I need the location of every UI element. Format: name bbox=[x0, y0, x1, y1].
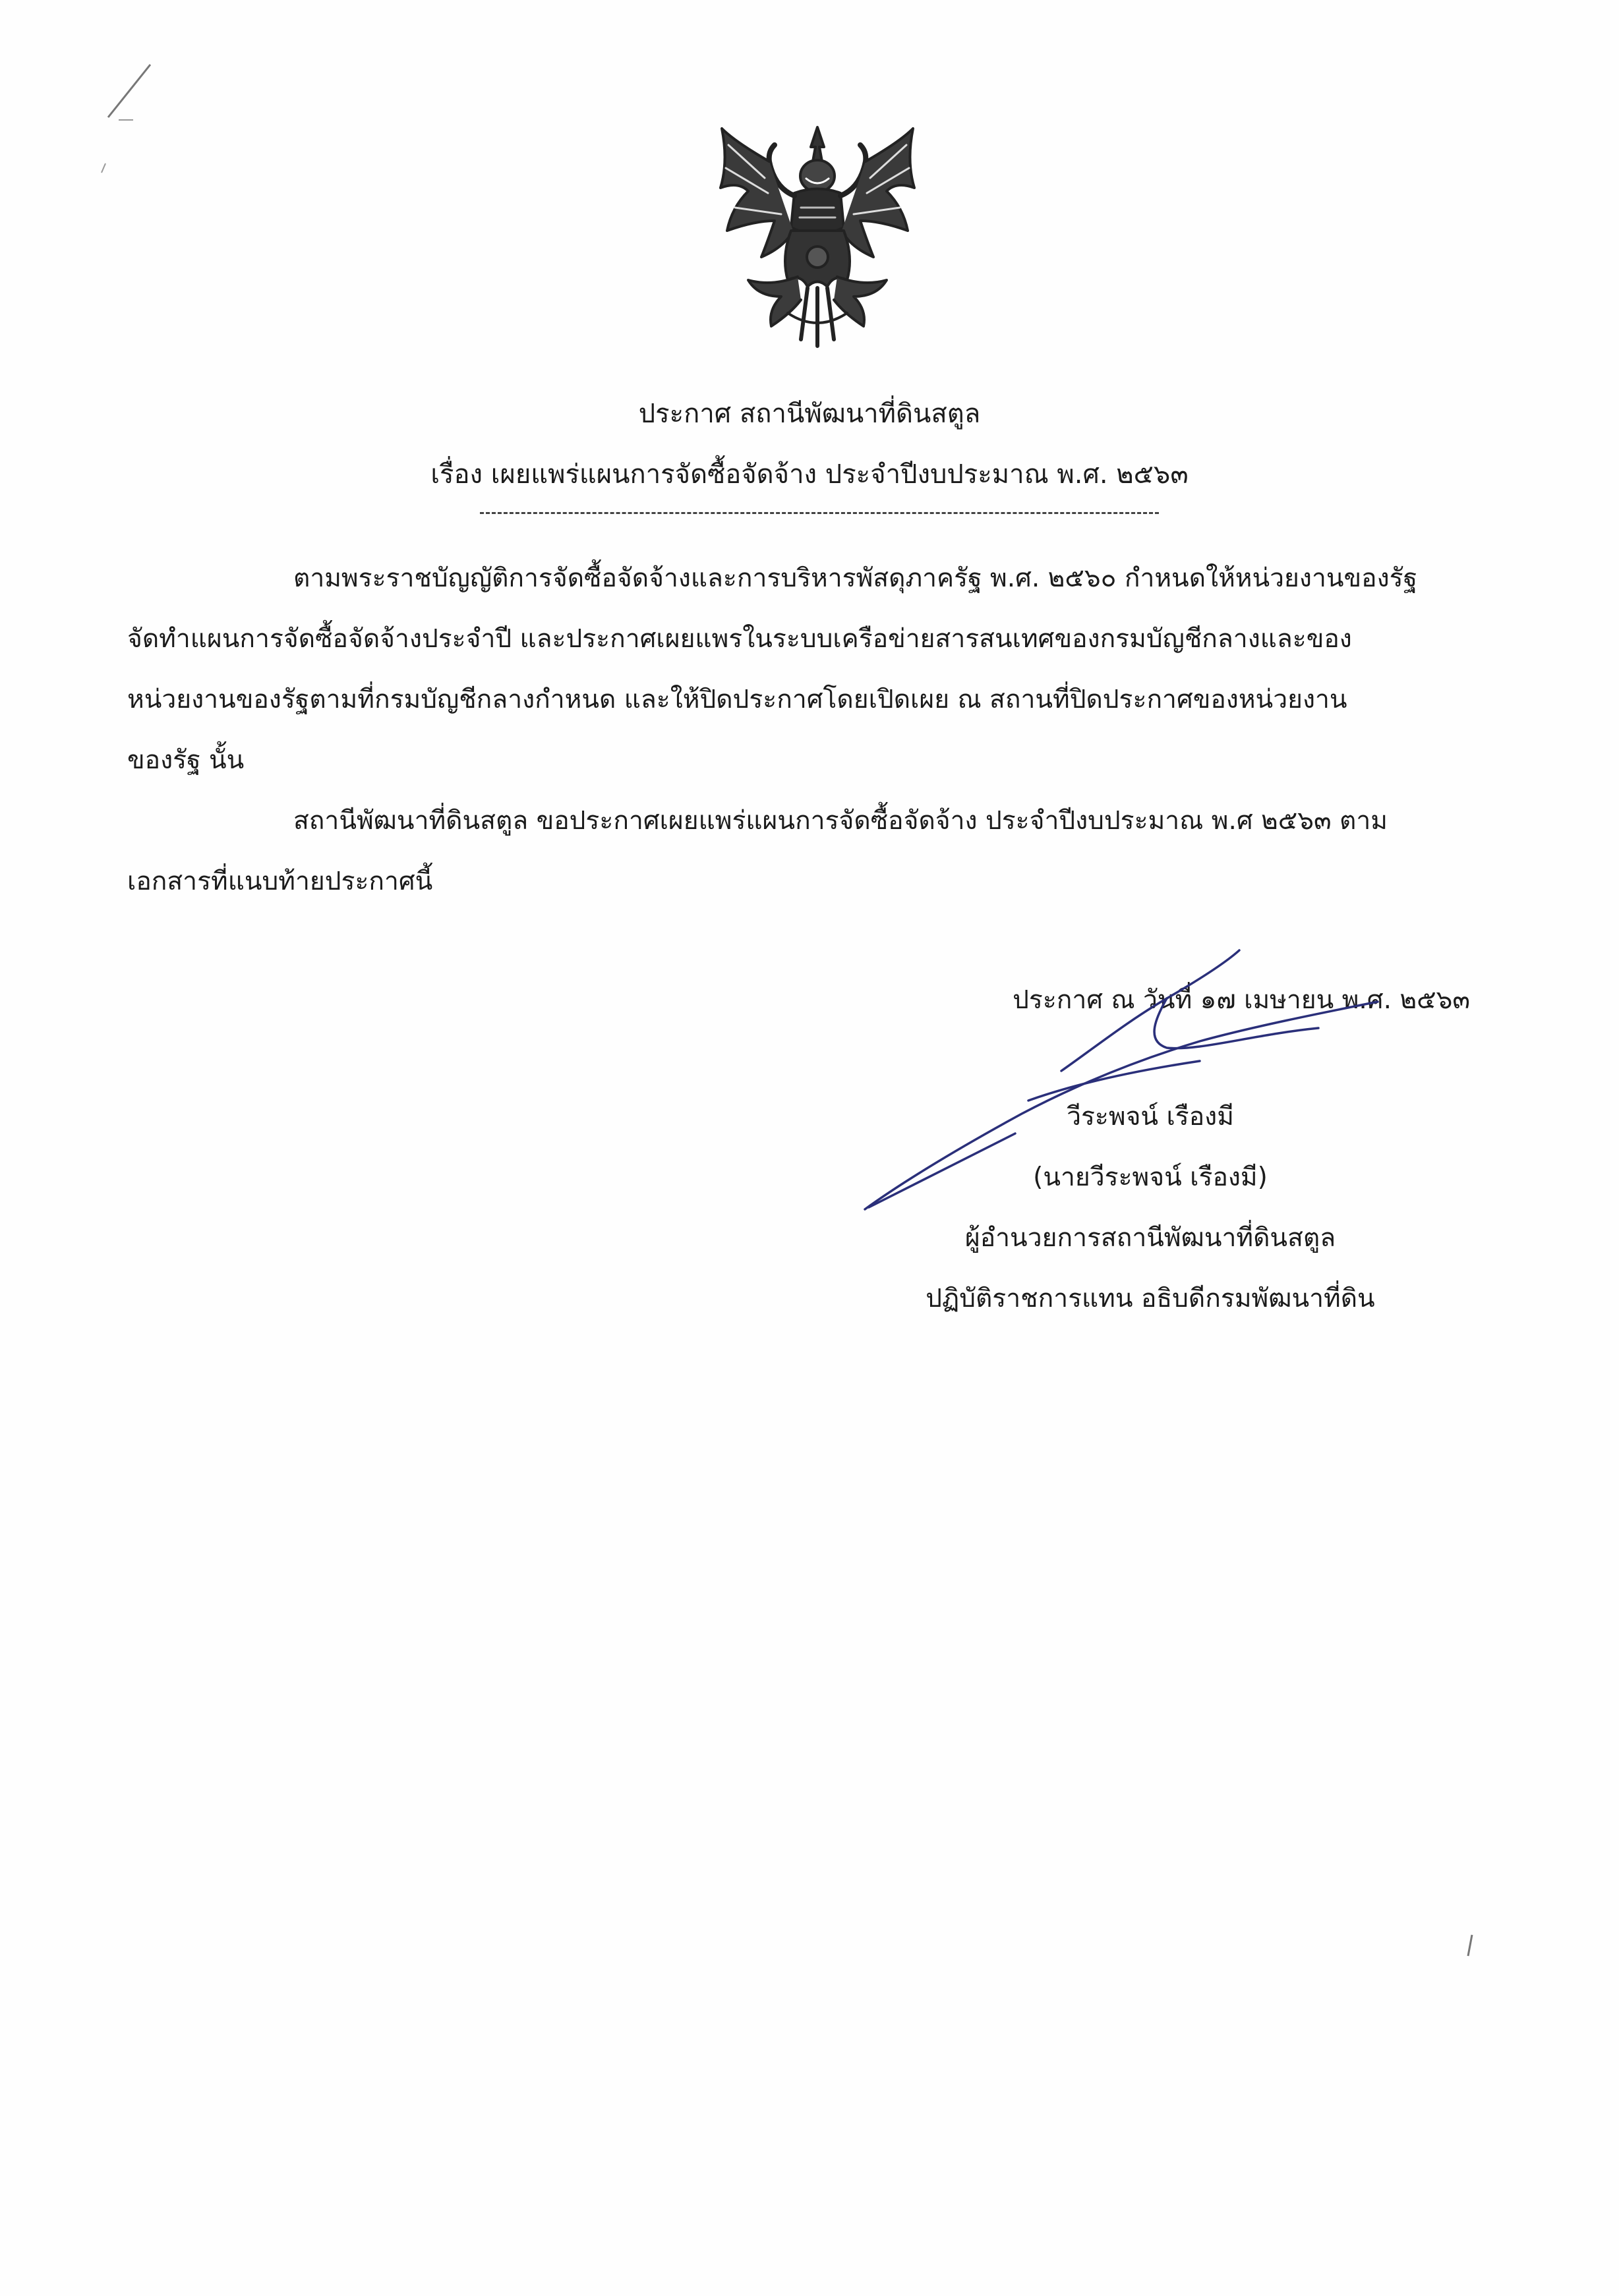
announcement-date: ประกาศ ณ วันที่ ๑๗ เมษายน พ.ศ. ๒๕๖๓ bbox=[1013, 985, 1470, 1015]
paragraph2-line: สถานีพัฒนาที่ดินสตูล ขอประกาศเผยแพร่แผนการจัดซื้อจัดจ้าง ประจำปีงบประมาณ พ.ศ ๒๕๖๓ ตาม bbox=[293, 806, 1388, 836]
announcement-subject: เรื่อง เผยแพร่แผนการจัดซื้อจัดจ้าง ประจำปีงบประมาณ พ.ศ. ๒๕๖๓ bbox=[430, 459, 1189, 490]
paragraph1-line: ของรัฐ นั้น bbox=[127, 745, 245, 775]
paragraph1-line: จัดทำแผนการจัดซื้อจัดจ้างประจำปี และประกาศเผยแพรในระบบเครือข่ายสารสนเทศของกรมบัญชีกลางและของ bbox=[127, 624, 1352, 654]
dashed-divider bbox=[480, 512, 1159, 514]
signed-name: วีระพจน์ เรืองมี bbox=[1067, 1102, 1234, 1132]
official-position: ผู้อำนวยการสถานีพัฒนาที่ดินสตูล bbox=[964, 1223, 1336, 1253]
acting-capacity: ปฏิบัติราชการแทน อธิบดีกรมพัฒนาที่ดิน bbox=[926, 1284, 1375, 1313]
official-full-name: (นายวีระพจน์ เรืองมี) bbox=[1033, 1162, 1268, 1192]
announcement-title: ประกาศ สถานีพัฒนาที่ดินสตูล bbox=[638, 399, 981, 429]
paragraph1-line: ตามพระราชบัญญัติการจัดซื้อจัดจ้างและการบริหารพัสดุภาครัฐ พ.ศ. ๒๕๖๐ กำหนดให้หน่วยงานของรัฐ bbox=[293, 563, 1418, 593]
scan-mark bbox=[99, 59, 158, 191]
scan-mark bbox=[1460, 1931, 1480, 1964]
paragraph1-line: หน่วยงานของรัฐตามที่กรมบัญชีกลางกำหนด และให้ปิดประกาศโดยเปิดเผย ณ สถานที่ปิดประกาศของหน่วยงาน bbox=[127, 685, 1347, 714]
paragraph2-line: เอกสารที่แนบท้ายประกาศนี้ bbox=[127, 867, 433, 896]
garuda-emblem-icon bbox=[709, 115, 926, 353]
